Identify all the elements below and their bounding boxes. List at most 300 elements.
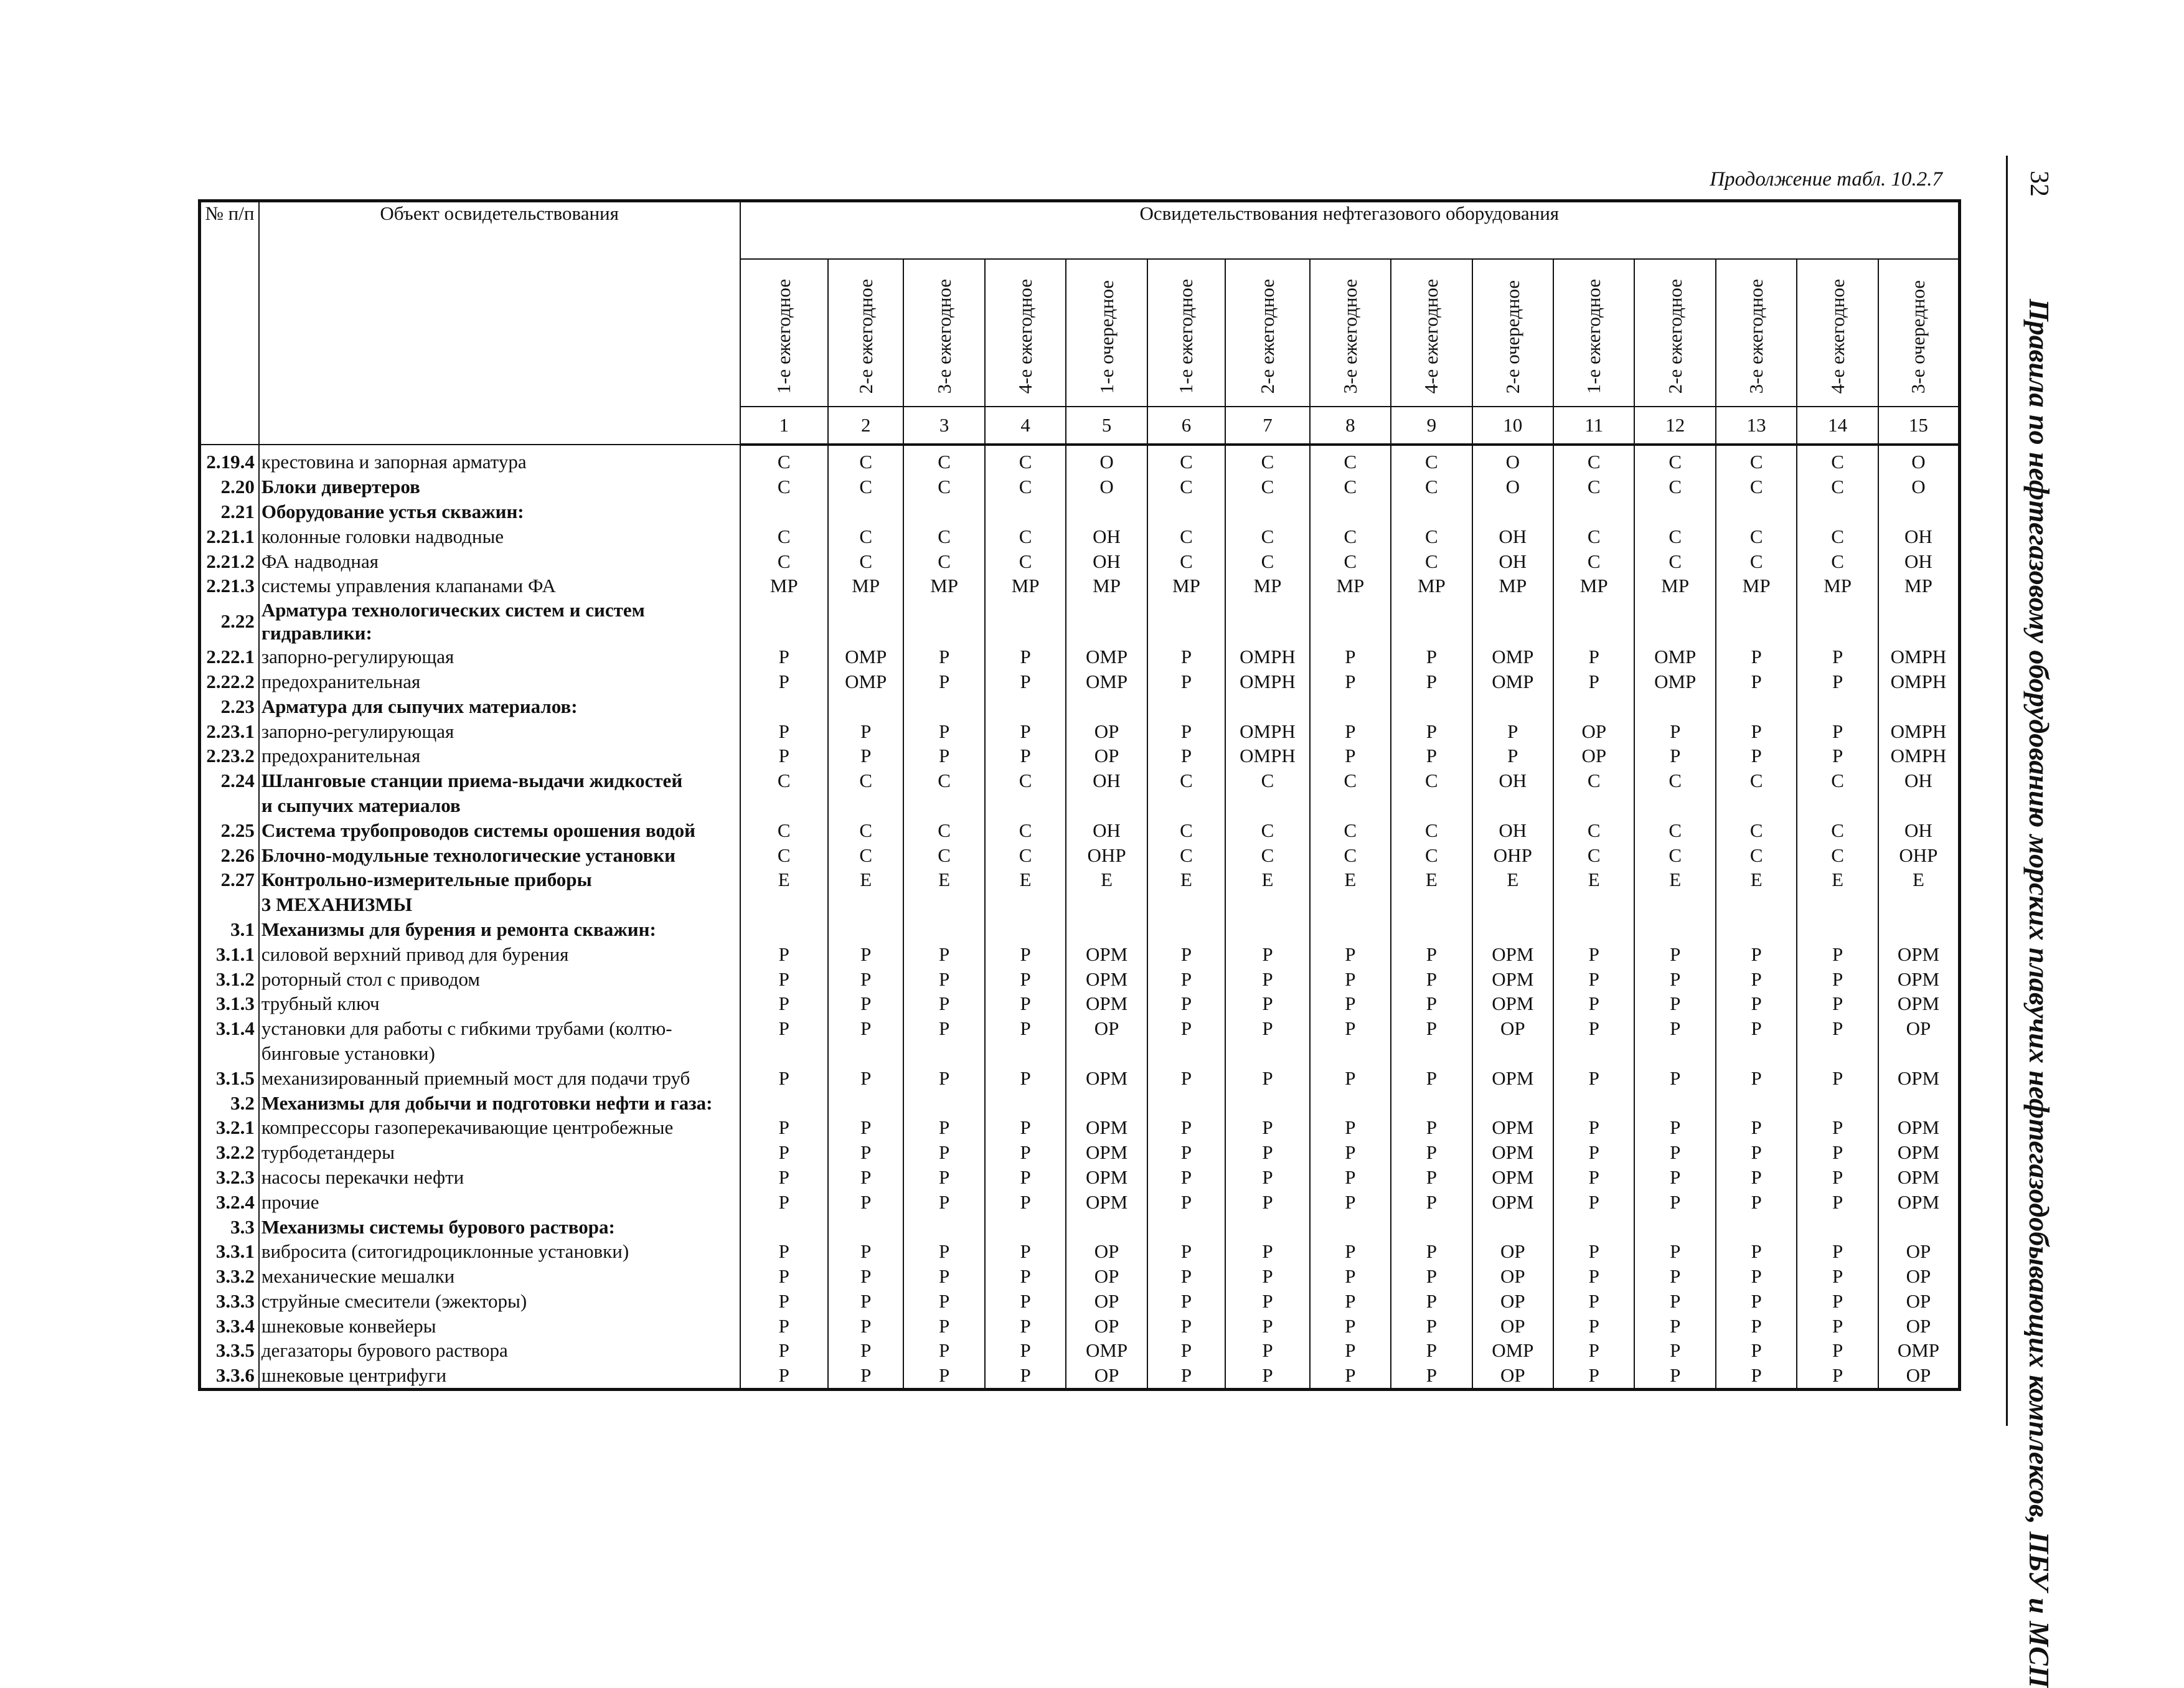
row-value: ОР — [1553, 719, 1634, 743]
row-value: Р — [1553, 1115, 1634, 1140]
row-value: МР — [1797, 573, 1878, 598]
row-value: Р — [828, 1289, 903, 1314]
row-value: Р — [1147, 1140, 1225, 1165]
column-header-label: 1-е очередное — [1095, 280, 1118, 394]
row-value: ОМР — [1472, 1338, 1553, 1363]
row-value: Р — [1797, 1115, 1878, 1140]
row-value: Р — [1225, 1165, 1309, 1190]
row-object: крестовина и запорная арматура — [259, 445, 740, 474]
row-value — [1634, 1090, 1715, 1115]
column-number: 6 — [1147, 407, 1225, 445]
table-row — [200, 867, 1960, 892]
row-value: Р — [903, 1016, 984, 1041]
column-header — [903, 259, 984, 407]
row-value: ОМРН — [1878, 719, 1960, 743]
row-value: Р — [828, 991, 903, 1016]
row-value — [828, 793, 903, 818]
row-value: ОМР — [1472, 644, 1553, 669]
row-value — [1066, 1041, 1147, 1066]
table-row — [200, 1214, 1960, 1239]
row-value: Р — [1634, 719, 1715, 743]
row-number: 2.19.4 — [200, 445, 259, 474]
row-value — [1634, 917, 1715, 942]
row-value — [1066, 793, 1147, 818]
row-value: Р — [903, 1239, 984, 1264]
row-value: С — [1797, 549, 1878, 573]
row-value — [740, 598, 828, 644]
row-value: Р — [1310, 719, 1391, 743]
row-value — [1310, 499, 1391, 524]
row-value — [1472, 892, 1553, 917]
table-row — [200, 768, 1960, 793]
row-number: 3.1.4 — [200, 1016, 259, 1041]
row-value — [740, 917, 828, 942]
row-value: Р — [1797, 743, 1878, 768]
row-value: Р — [903, 743, 984, 768]
row-value: Р — [903, 966, 984, 991]
row-value: ОР — [1066, 1313, 1147, 1338]
row-value: Р — [985, 1016, 1066, 1041]
row-value: Р — [1147, 1264, 1225, 1289]
row-value: ОРМ — [1066, 991, 1147, 1016]
row-value: Р — [1391, 1065, 1472, 1090]
row-value — [1634, 598, 1715, 644]
row-value: МР — [1716, 573, 1797, 598]
row-value: Р — [828, 941, 903, 966]
row-value — [1878, 1214, 1960, 1239]
row-value: ОРМ — [1878, 1140, 1960, 1165]
row-value: Р — [1634, 743, 1715, 768]
row-value: Р — [1391, 941, 1472, 966]
row-value: С — [903, 768, 984, 793]
row-value: Р — [828, 1239, 903, 1264]
row-value: С — [903, 524, 984, 549]
row-number: 2.22 — [200, 598, 259, 644]
column-header — [828, 259, 903, 407]
row-value: С — [985, 818, 1066, 842]
row-value: С — [985, 842, 1066, 867]
row-value: ОР — [1878, 1264, 1960, 1289]
row-value — [1878, 1090, 1960, 1115]
table-row — [200, 1264, 1960, 1289]
row-value: С — [1147, 549, 1225, 573]
row-value: Р — [985, 1289, 1066, 1314]
row-value: Е — [985, 867, 1066, 892]
row-value: О — [1066, 445, 1147, 474]
row-value: МР — [1391, 573, 1472, 598]
table-row — [200, 694, 1960, 719]
row-value: Р — [1147, 1289, 1225, 1314]
row-value — [1716, 1214, 1797, 1239]
row-value: Р — [1553, 1363, 1634, 1389]
row-number: 2.21.3 — [200, 573, 259, 598]
row-value — [903, 694, 984, 719]
row-value: Р — [1716, 1363, 1797, 1389]
row-value — [985, 892, 1066, 917]
table-row — [200, 1189, 1960, 1214]
row-object: предохранительная — [259, 669, 740, 694]
table-row — [200, 1140, 1960, 1165]
row-value — [828, 892, 903, 917]
column-header — [1225, 259, 1309, 407]
row-value: Р — [1310, 1189, 1391, 1214]
row-value — [903, 917, 984, 942]
row-value: С — [1634, 842, 1715, 867]
row-value — [1472, 499, 1553, 524]
row-value: Р — [1716, 1189, 1797, 1214]
row-value: Р — [828, 1313, 903, 1338]
row-object: Механизмы системы бурового раствора: — [259, 1214, 740, 1239]
row-value — [1310, 694, 1391, 719]
header-object: Объект освидетельствования — [259, 201, 740, 445]
row-value: ОМР — [1472, 669, 1553, 694]
row-value: С — [1225, 549, 1309, 573]
row-value: Р — [740, 1363, 828, 1389]
row-value: ОНР — [1878, 842, 1960, 867]
table-row — [200, 445, 1960, 474]
row-value: Р — [740, 1189, 828, 1214]
row-value: С — [1310, 768, 1391, 793]
row-value — [1797, 793, 1878, 818]
row-value — [1225, 1041, 1309, 1066]
row-number — [200, 793, 259, 818]
row-value: Е — [1310, 867, 1391, 892]
row-value: С — [1634, 445, 1715, 474]
row-value — [1066, 499, 1147, 524]
column-number: 4 — [985, 407, 1066, 445]
row-value — [903, 1090, 984, 1115]
row-value: Р — [1225, 1363, 1309, 1389]
row-value: С — [1310, 445, 1391, 474]
row-value — [1225, 598, 1309, 644]
row-value: Р — [1310, 644, 1391, 669]
row-value — [903, 793, 984, 818]
row-value — [828, 598, 903, 644]
row-value: Р — [1147, 743, 1225, 768]
row-value: С — [1553, 768, 1634, 793]
table-row — [200, 573, 1960, 598]
row-value: Р — [903, 1065, 984, 1090]
row-value: Р — [1797, 1313, 1878, 1338]
row-value: С — [740, 445, 828, 474]
row-value: Р — [1391, 991, 1472, 1016]
row-number: 2.20 — [200, 474, 259, 499]
row-value: ОРМ — [1066, 941, 1147, 966]
row-value: Р — [903, 1363, 984, 1389]
row-value — [1147, 1041, 1225, 1066]
row-value — [740, 1090, 828, 1115]
row-value: Р — [1147, 669, 1225, 694]
column-header-label: 4-е ежегодное — [1014, 278, 1037, 394]
row-value — [1878, 499, 1960, 524]
row-value: Р — [1391, 1363, 1472, 1389]
row-value: С — [1147, 768, 1225, 793]
row-number: 3.2.2 — [200, 1140, 259, 1165]
row-value: Р — [903, 1264, 984, 1289]
row-value: ОР — [1472, 1289, 1553, 1314]
row-number: 2.23.1 — [200, 719, 259, 743]
row-value — [1225, 1090, 1309, 1115]
row-value — [740, 499, 828, 524]
row-value: Р — [1391, 1338, 1472, 1363]
row-value — [740, 694, 828, 719]
row-value: МР — [985, 573, 1066, 598]
row-value — [1310, 1214, 1391, 1239]
row-value — [1472, 1090, 1553, 1115]
row-value — [1797, 917, 1878, 942]
row-value — [1147, 499, 1225, 524]
column-number: 15 — [1878, 407, 1960, 445]
row-value: О — [1878, 474, 1960, 499]
row-object: Шланговые станции приема-выдачи жидкостей — [259, 768, 740, 793]
row-value: С — [1797, 768, 1878, 793]
row-value: МР — [903, 573, 984, 598]
row-value: ОР — [1066, 1264, 1147, 1289]
column-number: 12 — [1634, 407, 1715, 445]
row-value — [903, 892, 984, 917]
row-value: Р — [1391, 644, 1472, 669]
row-value — [1472, 1041, 1553, 1066]
row-value: С — [1391, 524, 1472, 549]
table-row — [200, 793, 1960, 818]
row-value: Р — [903, 644, 984, 669]
row-object: трубный ключ — [259, 991, 740, 1016]
row-value: Р — [1310, 1363, 1391, 1389]
row-value: Р — [1716, 669, 1797, 694]
row-value: ОН — [1878, 549, 1960, 573]
table-row — [200, 1090, 1960, 1115]
table-row — [200, 1065, 1960, 1090]
row-value — [1225, 892, 1309, 917]
row-value: Р — [740, 1313, 828, 1338]
row-value: Р — [1225, 1140, 1309, 1165]
row-value: ОРМ — [1066, 1189, 1147, 1214]
row-value: С — [1553, 842, 1634, 867]
table-row — [200, 1239, 1960, 1264]
row-value: Р — [740, 966, 828, 991]
row-value: Р — [1310, 1140, 1391, 1165]
row-value: С — [985, 474, 1066, 499]
row-value — [1797, 1041, 1878, 1066]
row-value: Р — [1147, 1338, 1225, 1363]
row-value: С — [1716, 524, 1797, 549]
row-value: С — [1391, 842, 1472, 867]
row-value — [1147, 694, 1225, 719]
row-object: прочие — [259, 1189, 740, 1214]
row-value: С — [1553, 524, 1634, 549]
row-value: ОМР — [1634, 644, 1715, 669]
row-value: С — [1310, 549, 1391, 573]
row-value: ОРМ — [1878, 1189, 1960, 1214]
row-value: Р — [828, 1065, 903, 1090]
row-value: Р — [1147, 1363, 1225, 1389]
row-value — [1147, 1090, 1225, 1115]
row-number: 3.2.3 — [200, 1165, 259, 1190]
row-value: С — [1716, 842, 1797, 867]
row-value: ОРМ — [1066, 1140, 1147, 1165]
header-group: Освидетельствования нефтегазового оборудования — [740, 201, 1960, 260]
row-object: Механизмы для бурения и ремонта скважин: — [259, 917, 740, 942]
row-value — [1634, 1041, 1715, 1066]
row-value: Е — [1553, 867, 1634, 892]
column-header — [1553, 259, 1634, 407]
row-value: ОРМ — [1878, 991, 1960, 1016]
row-value: С — [1225, 474, 1309, 499]
column-number: 2 — [828, 407, 903, 445]
column-number: 13 — [1716, 407, 1797, 445]
row-value: Р — [985, 1065, 1066, 1090]
row-value — [1225, 499, 1309, 524]
row-value: Р — [1716, 1338, 1797, 1363]
row-value: Р — [985, 1239, 1066, 1264]
row-value: ОМРН — [1225, 719, 1309, 743]
row-value: ОР — [1878, 1313, 1960, 1338]
row-value: О — [1472, 474, 1553, 499]
row-value: Р — [1225, 966, 1309, 991]
row-value: Р — [1797, 1140, 1878, 1165]
table-row — [200, 842, 1960, 867]
row-value: ОН — [1472, 818, 1553, 842]
row-value: С — [1391, 549, 1472, 573]
row-value: С — [1147, 842, 1225, 867]
row-value: С — [828, 818, 903, 842]
row-number: 3.1 — [200, 917, 259, 942]
row-value: Р — [1634, 966, 1715, 991]
row-value: Р — [828, 1189, 903, 1214]
row-value — [740, 1214, 828, 1239]
row-value: ОН — [1878, 768, 1960, 793]
row-value: Р — [740, 743, 828, 768]
row-value — [1472, 793, 1553, 818]
row-value: Р — [740, 1289, 828, 1314]
row-value: Р — [1634, 1289, 1715, 1314]
row-value: ОР — [1066, 743, 1147, 768]
row-value: Р — [985, 1338, 1066, 1363]
row-value — [985, 1214, 1066, 1239]
row-value: С — [1310, 818, 1391, 842]
column-header-label: 4-е ежегодное — [1420, 278, 1443, 394]
row-value: С — [1391, 768, 1472, 793]
row-value: ОР — [1472, 1264, 1553, 1289]
row-value — [1797, 892, 1878, 917]
row-value: Р — [903, 669, 984, 694]
row-value: Р — [740, 1065, 828, 1090]
row-value: Е — [1716, 867, 1797, 892]
row-value: Р — [828, 1264, 903, 1289]
row-object: шнековые конвейеры — [259, 1313, 740, 1338]
table-row — [200, 719, 1960, 743]
row-value: Е — [1878, 867, 1960, 892]
row-value: С — [1553, 818, 1634, 842]
row-value: Р — [1147, 719, 1225, 743]
row-value: С — [1147, 474, 1225, 499]
row-value: Р — [1553, 1189, 1634, 1214]
row-value — [1391, 694, 1472, 719]
row-value: Р — [828, 966, 903, 991]
row-value: Р — [1553, 1289, 1634, 1314]
row-value — [1472, 694, 1553, 719]
row-value — [903, 499, 984, 524]
table-row — [200, 917, 1960, 942]
running-title: Правила по нефтегазовому оборудованию морских плавучих нефтегазодобывающих комплексов, ПБУ и МСП — [2023, 299, 2055, 1688]
row-object: Арматура для сыпучих материалов: — [259, 694, 740, 719]
row-value — [1066, 1214, 1147, 1239]
row-value: ОРМ — [1878, 1065, 1960, 1090]
row-value: МР — [1878, 573, 1960, 598]
row-value: Р — [1797, 966, 1878, 991]
row-number — [200, 892, 259, 917]
row-value: Р — [1310, 941, 1391, 966]
row-value: С — [1310, 474, 1391, 499]
row-value: Р — [1634, 1140, 1715, 1165]
margin-rule — [2006, 156, 2008, 1426]
row-value — [1391, 892, 1472, 917]
row-value — [1878, 694, 1960, 719]
row-value: С — [1716, 549, 1797, 573]
row-value: ОРМ — [1472, 1065, 1553, 1090]
row-value: Р — [903, 1189, 984, 1214]
row-value: Р — [985, 1264, 1066, 1289]
row-value: МР — [1225, 573, 1309, 598]
row-value: ОР — [1878, 1363, 1960, 1389]
column-number: 7 — [1225, 407, 1309, 445]
row-number: 2.23 — [200, 694, 259, 719]
row-value: Р — [903, 1289, 984, 1314]
row-value: Р — [1634, 1338, 1715, 1363]
row-value: С — [1147, 524, 1225, 549]
row-value: Р — [740, 1264, 828, 1289]
row-object: бинговые установки) — [259, 1041, 740, 1066]
row-value: Р — [985, 669, 1066, 694]
row-value: ОН — [1066, 818, 1147, 842]
row-value: Р — [985, 991, 1066, 1016]
row-object: механизированный приемный мост для подачи труб — [259, 1065, 740, 1090]
row-value: С — [1716, 818, 1797, 842]
row-value: С — [740, 768, 828, 793]
row-value — [1716, 1090, 1797, 1115]
row-value: ОРМ — [1066, 966, 1147, 991]
row-value: Р — [1797, 719, 1878, 743]
row-value: С — [903, 842, 984, 867]
row-value — [1066, 598, 1147, 644]
row-value: Р — [740, 1239, 828, 1264]
row-value: Р — [903, 941, 984, 966]
column-header-label: 3-е ежегодное — [933, 278, 955, 394]
row-value — [828, 1041, 903, 1066]
row-object: Контрольно-измерительные приборы — [259, 867, 740, 892]
row-value: Р — [1553, 1264, 1634, 1289]
row-value: О — [1066, 474, 1147, 499]
row-value — [1553, 499, 1634, 524]
table-row — [200, 474, 1960, 499]
row-value: Р — [1225, 1289, 1309, 1314]
row-value: О — [1878, 445, 1960, 474]
row-value: С — [1634, 818, 1715, 842]
row-value — [1797, 499, 1878, 524]
row-value: Е — [1634, 867, 1715, 892]
row-value: МР — [1472, 573, 1553, 598]
row-value — [1797, 694, 1878, 719]
row-value — [1716, 892, 1797, 917]
column-header-label: 4-е ежегодное — [1826, 278, 1848, 394]
row-value — [1472, 1214, 1553, 1239]
row-value: Р — [740, 719, 828, 743]
row-value: С — [1391, 474, 1472, 499]
row-value: Р — [1310, 966, 1391, 991]
row-value: Р — [1553, 1065, 1634, 1090]
row-value: Р — [1716, 966, 1797, 991]
row-value: Р — [1553, 669, 1634, 694]
